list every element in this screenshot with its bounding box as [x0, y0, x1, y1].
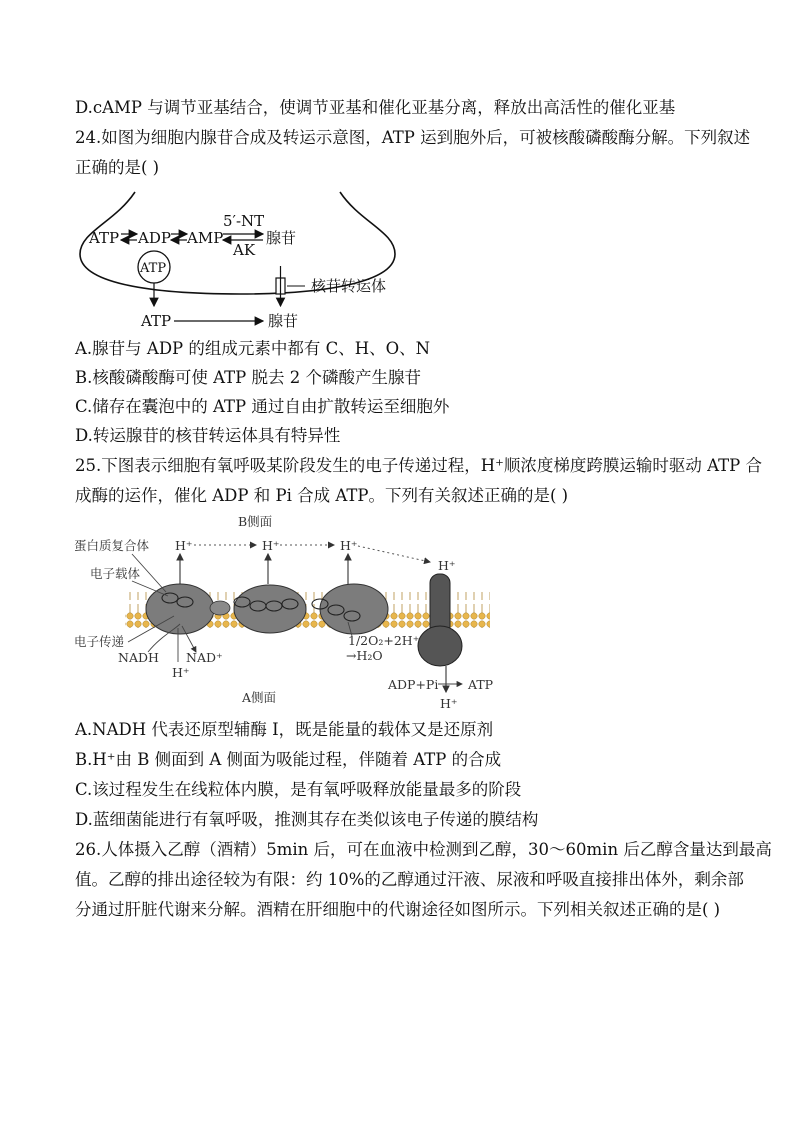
option-25a: A.NADH 代表还原型辅酶 I，既是能量的载体又是还原剂 — [75, 720, 494, 739]
ak-label: AK — [233, 241, 256, 259]
vesicle-atp-label: ATP — [140, 261, 167, 276]
5nt-label: 5′-NT — [223, 212, 265, 230]
question-25-stem-cont: 成酶的运作，催化 ADP 和 Pi 合成 ATP。下列有关叙述正确的是( ) — [75, 486, 569, 505]
option-25b: B.H⁺由 B 侧面到 A 侧面为吸能过程，伴随着 ATP 的合成 — [75, 750, 502, 769]
a-side-label: A侧面 — [242, 690, 277, 705]
adenosine-inner-label: 腺苷 — [266, 229, 297, 247]
h-top-4: H⁺ — [438, 558, 456, 573]
question-25-stem: 25.下图表示细胞有氧呼吸某阶段发生的电子传递过程，H⁺顺浓度梯度跨膜运输时驱动 ATP 合 — [75, 456, 762, 475]
water-label: →H₂O — [346, 648, 383, 663]
electron-transport-diagram — [70, 512, 510, 712]
adenosine-transport-diagram — [75, 182, 415, 332]
h-top-1: H⁺ — [175, 538, 193, 553]
option-24c: C.储存在囊泡中的 ATP 通过自由扩散转运至细胞外 — [75, 397, 450, 416]
protein-complex-label: 蛋白质复合体 — [74, 538, 150, 553]
atp-outside-label: ATP — [141, 312, 172, 330]
electron-transfer-label: 电子传递 — [74, 634, 125, 649]
h-top-3: H⁺ — [340, 538, 358, 553]
h-top-2: H⁺ — [262, 538, 280, 553]
adp-label: ADP — [138, 229, 171, 247]
question-24-stem: 24.如图为细胞内腺苷合成及转运示意图，ATP 运到胞外后，可被核酸磷酸酶分解。下列叙述 — [75, 128, 751, 147]
nadh-label: NADH — [118, 650, 159, 665]
b-side-label: B侧面 — [238, 514, 273, 529]
option-25c: C.该过程发生在线粒体内膜，是有氧呼吸释放能量最多的阶段 — [75, 780, 522, 799]
adenosine-outside-label: 腺苷 — [268, 312, 299, 330]
option-23d: D.cAMP 与调节亚基结合，使调节亚基和催化亚基分离，释放出高活性的催化亚基 — [75, 98, 676, 117]
h-synthase-bottom: H⁺ — [440, 696, 458, 711]
atp-label: ATP — [89, 229, 120, 247]
small-carrier — [210, 601, 230, 615]
question-26-stem: 26.人体摄入乙醇（酒精）5min 后，可在血液中检测到乙醇，30～60min 后乙醇含量达到最高 — [75, 840, 772, 859]
oxygen-label: 1/2O₂+2H⁺ — [348, 633, 420, 648]
option-25d: D.蓝细菌能进行有氧呼吸，推测其存在类似该电子传递的膜结构 — [75, 810, 539, 829]
amp-label: AMP — [187, 229, 224, 247]
question-24-stem-cont: 正确的是( ) — [75, 158, 160, 177]
question-26-stem-cont2: 分通过肝脏代谢来分解。酒精在肝细胞中的代谢途径如图所示。下列相关叙述正确的是( ) — [75, 900, 721, 919]
protein-complex-2 — [234, 585, 306, 633]
electron-carrier-label: 电子载体 — [90, 566, 141, 581]
adp-pi-label: ADP+Pi — [388, 677, 439, 692]
transporter-label: 核苷转运体 — [311, 277, 387, 295]
option-24d: D.转运腺苷的核苷转运体具有特异性 — [75, 426, 341, 445]
protein-complex-3 — [320, 584, 388, 634]
question-26-stem-cont1: 值。乙醇的排出途径较为有限：约 10%的乙醇通过汗液、尿液和呼吸直接排出体外，剩余部 — [75, 870, 744, 889]
atp-label: ATP — [468, 677, 494, 692]
h-bottom-label: H⁺ — [172, 665, 190, 680]
option-24b: B.核酸磷酸酶可使 ATP 脱去 2 个磷酸产生腺苷 — [75, 368, 421, 387]
nad-label: NAD⁺ — [186, 650, 223, 665]
option-24a: A.腺苷与 ADP 的组成元素中都有 C、H、O、N — [75, 339, 431, 358]
atp-synthase-head — [418, 626, 462, 666]
